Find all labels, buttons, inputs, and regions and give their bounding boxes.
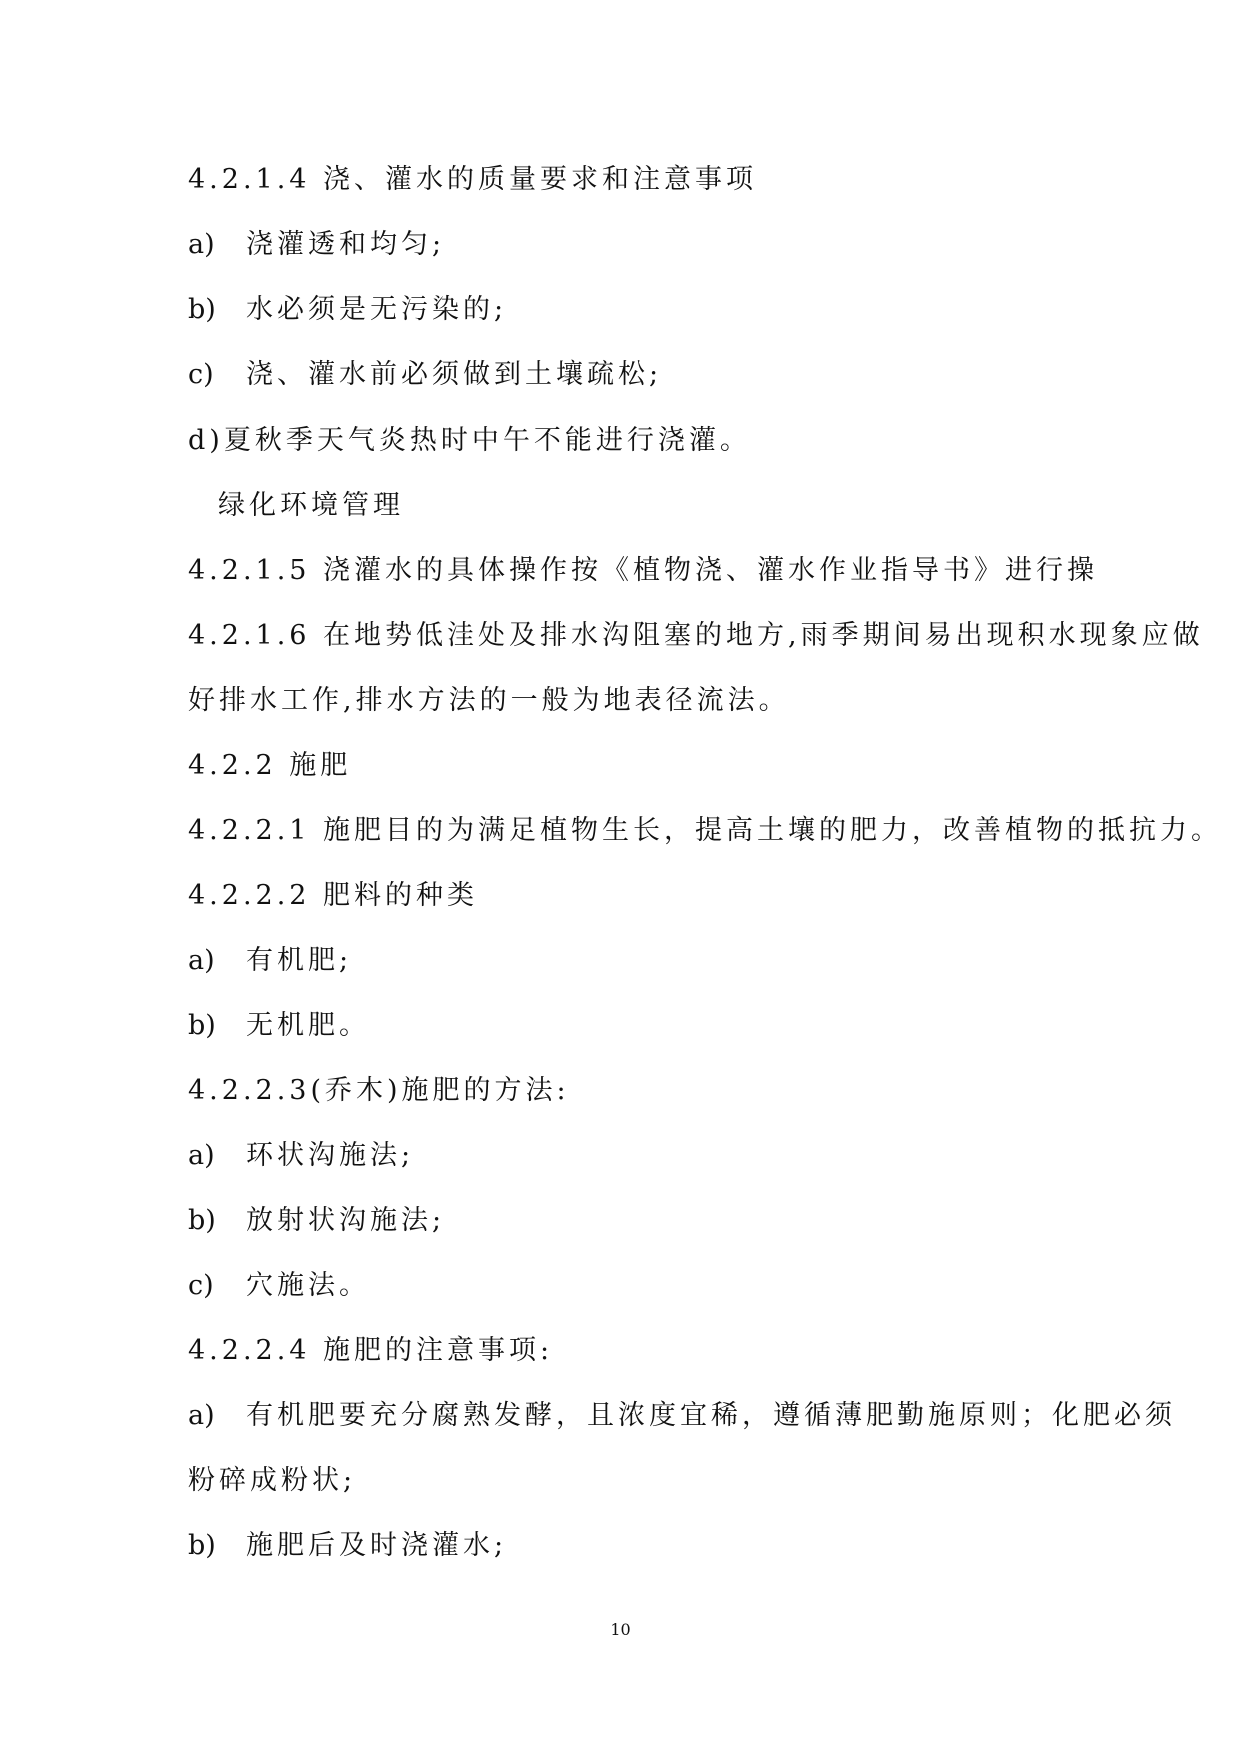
- list-item: a) 有机肥要充分腐熟发酵，且浓度宜稀，遵循薄肥勤施原则；化肥必须: [188, 1400, 1176, 1431]
- list-item: a) 浇灌透和均匀;: [188, 229, 446, 260]
- list-item: b) 水必须是无污染的;: [188, 294, 508, 325]
- heading-4-2-2: 4.2.2 施肥: [188, 750, 352, 781]
- paragraph-line: 好排水工作,排水方法的一般为地表径流法。: [188, 685, 790, 716]
- heading-4-2-1-5: 4.2.1.5 浇灌水的具体操作按《植物浇、灌水作业指导书》进行操: [188, 555, 1099, 586]
- list-item: b) 施肥后及时浇灌水;: [188, 1530, 508, 1561]
- list-item: b) 放射状沟施法;: [188, 1205, 446, 1236]
- heading-4-2-2-1: 4.2.2.1 施肥目的为满足植物生长，提高土壤的肥力，改善植物的抵抗力。: [188, 815, 1223, 846]
- list-item: a) 有机肥;: [188, 945, 353, 976]
- heading-4-2-2-4: 4.2.2.4 施肥的注意事项:: [188, 1335, 554, 1366]
- heading-4-2-1-6: 4.2.1.6 在地势低洼处及排水沟阻塞的地方,雨季期间易出现积水现象应做: [188, 620, 1204, 651]
- page-number: 10: [610, 1620, 631, 1639]
- list-item: a) 环状沟施法;: [188, 1140, 415, 1171]
- list-item: b) 无机肥。: [188, 1010, 370, 1041]
- list-item: c) 穴施法。: [188, 1270, 370, 1301]
- heading-4-2-1-4: 4.2.1.4 浇、灌水的质量要求和注意事项: [188, 164, 758, 195]
- section-label: 绿化环境管理: [218, 490, 404, 521]
- paragraph-line: 粉碎成粉状;: [188, 1465, 357, 1496]
- list-item: d)夏秋季天气炎热时中午不能进行浇灌。: [188, 425, 751, 456]
- heading-4-2-2-3: 4.2.2.3(乔木)施肥的方法:: [188, 1075, 570, 1106]
- list-item: c) 浇、灌水前必须做到土壤疏松;: [188, 359, 663, 390]
- heading-4-2-2-2: 4.2.2.2 肥料的种类: [188, 880, 479, 911]
